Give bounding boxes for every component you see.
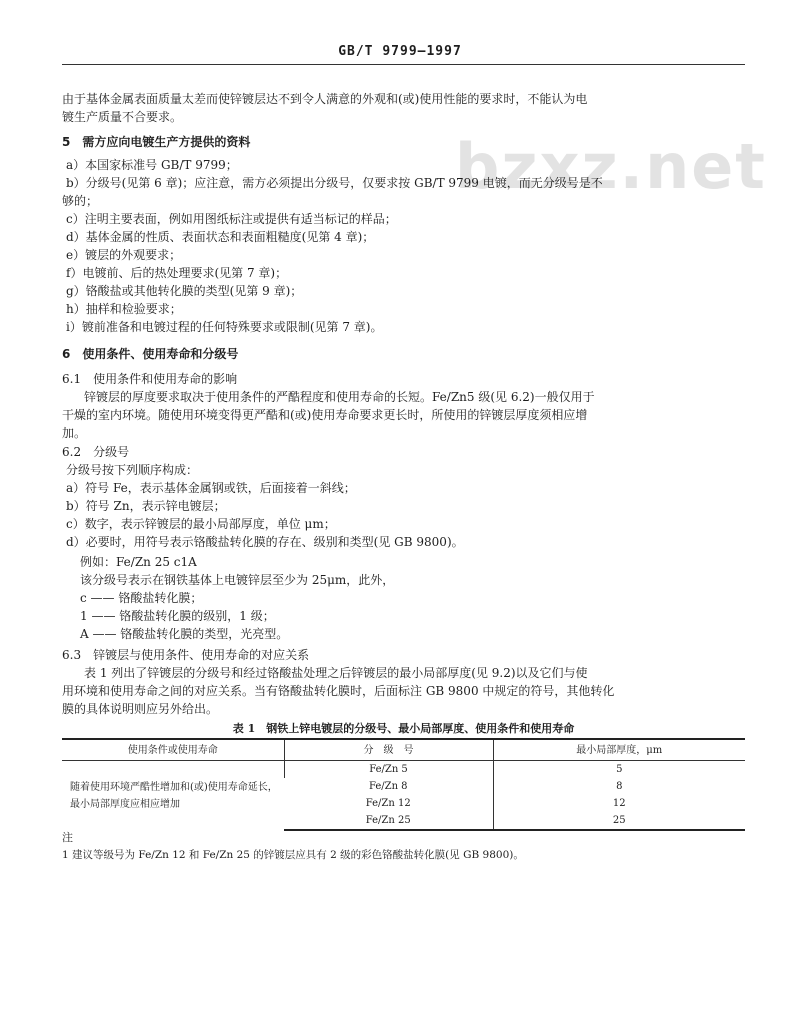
table-header-row (62, 739, 745, 761)
s61-line-2: 干燥的室内环境。随使用环境变得更严酷和(或)使用寿命要求更长时，所使用的锌镀层厚度须相应增 (62, 408, 588, 422)
header-grade: 分 级 号 (284, 739, 493, 761)
section-6-3-title: 6.3 锌镀层与使用条件、使用寿命的对应关系 (62, 648, 310, 662)
watermark: bzxz.net (455, 130, 767, 203)
s61-line-1: 锌镀层的厚度要求取决于使用条件的严酷程度和使用寿命的长短。Fe/Zn5 级(见 6.2)一般仅用于 (84, 390, 595, 404)
s62-item-d: d）必要时，用符号表示铬酸盐转化膜的存在、级别和类型(见 GB 9800)。 (66, 535, 464, 549)
s62-example-desc: 该分级号表示在钢铁基体上电镀锌层至少为 25μm，此外， (80, 573, 395, 587)
header-condition: 使用条件或使用寿命 (62, 739, 284, 761)
grade-cell: Fe/Zn 5 (284, 761, 493, 779)
s5-item-d: d）基体金属的性质、表面状态和表面粗糙度(见第 4 章)； (66, 230, 375, 244)
s61-line-3: 加。 (62, 426, 87, 440)
grade-table (62, 738, 745, 831)
note-text: 1 建议等级号为 Fe/Zn 12 和 Fe/Zn 25 的锌镀层应具有 2 级的彩色铬酸盐转化膜(见 GB 9800)。 (62, 849, 524, 861)
page-header: GB/T 9799—1997 (338, 44, 462, 59)
s5-item-a: a）本国家标准号 GB/T 9799； (66, 158, 238, 172)
condition-cell: 随着使用环境严酷性增加和(或)使用寿命延长，最小局部厚度应相应增加 (70, 781, 278, 810)
s63-line-2: 用环境和使用寿命之间的对应关系。当有铬酸盐转化膜时，后面标注 GB 9800 中规定的符号，其他转化 (62, 684, 615, 698)
header-thickness: 最小局部厚度，μm (493, 739, 745, 761)
s63-line-3: 膜的具体说明则应另外给出。 (62, 702, 219, 716)
thickness-cell: 12 (493, 795, 745, 812)
thickness-cell: 25 (493, 812, 745, 830)
s5-item-i: i）镀前准备和电镀过程的任何特殊要求或限制(见第 7 章)。 (66, 320, 383, 334)
s62-item-a: a）符号 Fe，表示基体金属钢或铁，后面接着一斜线； (66, 481, 356, 495)
s62-example-1: 1 —— 铬酸盐转化膜的级别，1 级； (80, 609, 275, 623)
s5-item-b-cont: 够的； (62, 194, 99, 208)
grade-cell: Fe/Zn 25 (284, 812, 493, 830)
s5-item-g: g）铬酸盐或其他转化膜的类型(见第 9 章)； (66, 284, 303, 298)
intro-line-2: 镀生产质量不合要求。 (62, 110, 183, 124)
section-6-1-title: 6.1 使用条件和使用寿命的影响 (62, 372, 238, 386)
s62-example: 例如：Fe/Zn 25 c1A (80, 555, 197, 569)
section-6-2-title: 6.2 分级号 (62, 445, 130, 459)
section-6-title: 6 使用条件、使用寿命和分级号 (62, 347, 239, 361)
s5-item-b: b）分级号(见第 6 章)；应注意，需方必须提出分级号，仅要求按 GB/T 9799 电镀，而无分级号是不 (66, 176, 603, 190)
thickness-cell: 5 (493, 761, 745, 779)
table-row (62, 761, 745, 779)
s62-item-c: c）数字，表示锌镀层的最小局部厚度，单位 μm； (66, 517, 336, 531)
table-caption: 表 1 钢铁上锌电镀层的分级号、最小局部厚度、使用条件和使用寿命 (232, 722, 575, 735)
grade-cell: Fe/Zn 8 (368, 781, 408, 792)
section-5-title: 5 需方应向电镀生产方提供的资料 (62, 135, 251, 149)
s63-line-1: 表 1 列出了锌镀层的分级号和经过铬酸盐处理之后锌镀层的最小局部厚度(见 9.2)以及它们与使 (84, 666, 588, 680)
intro-line-1: 由于基体金属表面质量太差而使锌镀层达不到令人满意的外观和(或)使用性能的要求时，不能认为电 (62, 92, 588, 106)
s5-item-h: h）抽样和检验要求； (66, 302, 182, 316)
s5-item-f: f）电镀前、后的热处理要求(见第 7 章)； (66, 266, 288, 280)
note-label: 注 (62, 831, 73, 844)
s62-item-b: b）符号 Zn，表示锌电镀层； (66, 499, 226, 513)
s5-item-e: e）镀层的外观要求； (66, 248, 182, 262)
s62-example-a: A —— 铬酸盐转化膜的类型，光亮型。 (80, 627, 289, 641)
s62-example-c: c —— 铬酸盐转化膜； (80, 591, 203, 605)
header-rule (62, 64, 745, 65)
s5-item-c: c）注明主要表面，例如用图纸标注或提供有适当标记的样品； (66, 212, 397, 226)
s62-line-1: 分级号按下列顺序构成： (66, 463, 199, 477)
grade-cell: Fe/Zn 12 (365, 798, 411, 809)
thickness-cell: 8 (493, 778, 745, 795)
